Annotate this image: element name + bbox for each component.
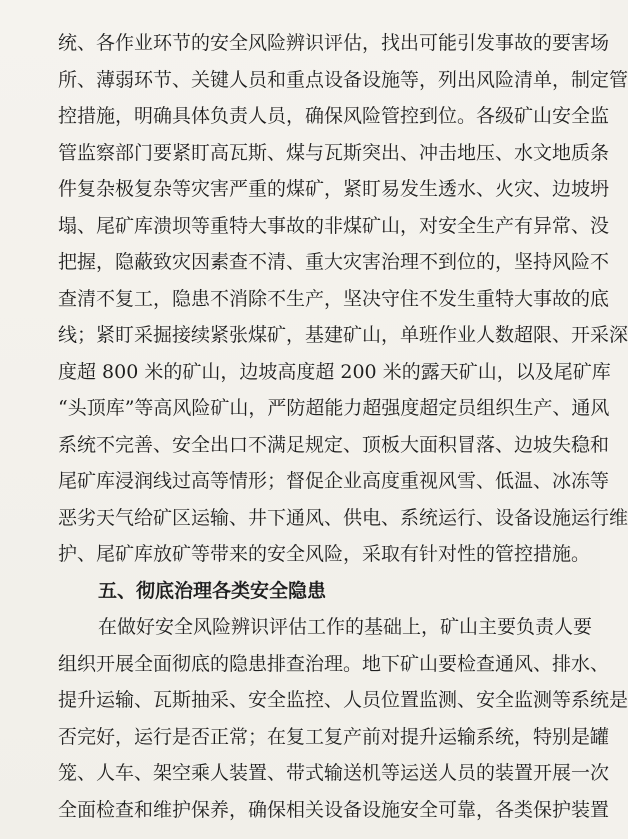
text-line: 护、尾矿库放矿等带来的安全风险，采取有针对性的管控措施。 xyxy=(58,543,591,565)
text-line: 塌、尾矿库溃坝等重特大事故的非煤矿山，对安全生产有异常、没 xyxy=(58,214,610,237)
text-line: 线；紧盯采掘接续紧张煤矿，基建矿山，单班作业人数超限、开采深 xyxy=(58,324,628,346)
text-line: 管监察部门要紧盯高瓦斯、煤与瓦斯突出、冲击地压、水文地质条 xyxy=(58,141,610,164)
document-body xyxy=(58,25,628,828)
text-line: 组织开展全面彻底的隐患排查治理。地下矿山要检查通风、排水、 xyxy=(58,652,610,675)
text-line: “头顶库”等高风险矿山，严防超能力超强度超定员组织生产、通风 xyxy=(58,397,610,419)
text-line: 笼、人车、架空乘人装置、带式输送机等运送人员的装置开展一次 xyxy=(58,762,610,784)
text-line: 系统不完善、安全出口不满足规定、顶板大面积冒落、边坡失稳和 xyxy=(58,433,610,456)
text-line: 在做好安全风险辨识评估工作的基础上，矿山主要负责人要 xyxy=(98,616,593,638)
text-line: 恶劣天气给矿区运输、井下通风、供电、系统运行、设备设施运行维 xyxy=(58,506,628,529)
text-line: 所、薄弱环节、关键人员和重点设备设施等，列出风险清单，制定管 xyxy=(58,68,628,91)
text-line: 提升运输、瓦斯抽采、安全监控、人员位置监测、安全监测等系统是 xyxy=(58,689,628,711)
text-line: 全面检查和维护保养，确保相关设备设施安全可靠，各类保护装置 xyxy=(58,798,610,821)
text-line: 把握，隐蔽致灾因素查不清、重大灾害治理不到位的，坚持风险不 xyxy=(58,251,610,273)
text-line: 统、各作业环节的安全风险辨识评估，找出可能引发事故的要害场 xyxy=(58,32,610,54)
text-line: 尾矿库浸润线过高等情形；督促企业高度重视风雪、低温、冰冻等 xyxy=(58,470,610,492)
text-line: 度超 800 米的矿山，边坡高度超 200 米的露天矿山，以及尾矿库 xyxy=(58,360,611,383)
section-heading: 五、彻底治理各类安全隐患 xyxy=(98,579,327,602)
text-line: 否完好，运行是否正常；在复工复产前对提升运输系统，特别是罐 xyxy=(58,725,610,748)
text-line: 控措施，明确具体负责人员，确保风险管控到位。各级矿山安全监 xyxy=(58,105,610,127)
text-line: 件复杂极复杂等灾害严重的煤矿，紧盯易发生透水、火灾、边坡坍 xyxy=(58,178,610,200)
text-line: 查清不复工，隐患不消除不生产，坚决守住不发生重特大事故的底 xyxy=(58,287,610,310)
